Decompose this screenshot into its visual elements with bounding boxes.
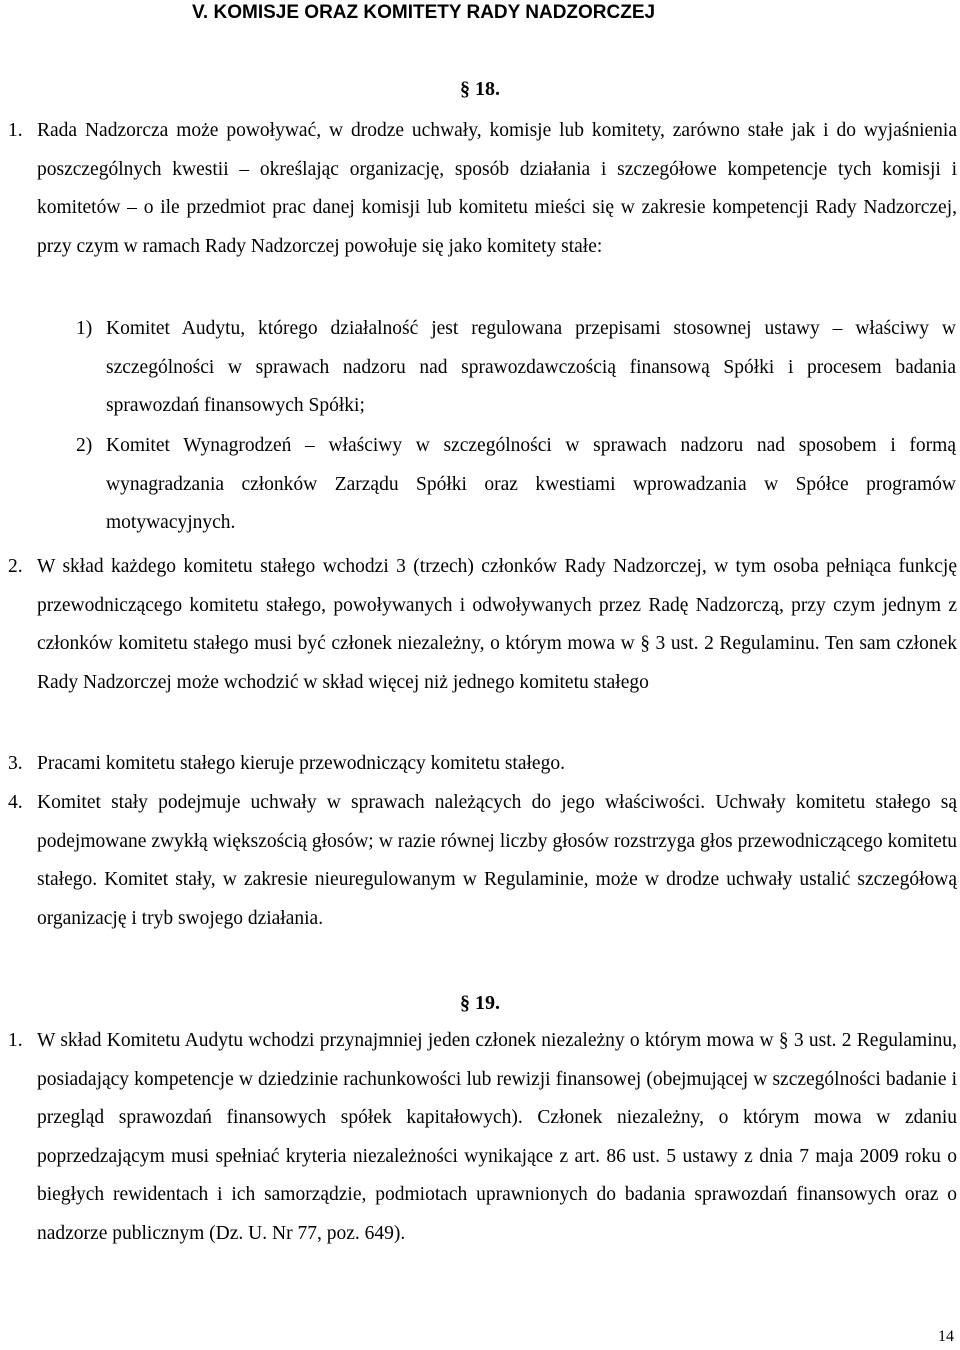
paragraph-number: 3. <box>8 753 23 774</box>
subitem-number: 1) <box>76 318 93 339</box>
section-heading-18 <box>0 76 960 102</box>
subitem-number: 2) <box>76 435 93 456</box>
subitem-text: Komitet Audytu, którego działalność jest regulowana przepisami stosownej ustawy – właściwy w szczególności w sprawach nadzoru nad sprawozdawczością finansową Spółki i procesem badania sprawozdań finansowych Spółki; <box>106 318 956 417</box>
page-number: 14 <box>938 1328 954 1345</box>
paragraph-number: 2. <box>8 556 23 577</box>
subitem-18-1-2 <box>0 427 960 543</box>
subitem-text: Komitet Wynagrodzeń – właściwy w szczególności w sprawach nadzoru nad sposobem i formą wynagradzania członków Zarządu Spółki oraz kwestiami wprowadzania w Spółce programów motywacyjnych. <box>106 435 956 534</box>
paragraph-text: Komitet stały podejmuje uchwały w sprawach należących do jego właściwości. Uchwały komitetu stałego są podejmowane zwykłą większością głosów; w razie równej liczby głosów rozstrzyga głos przewodniczącego komitetu stałego. Komitet stały, w zakresie nieuregulowanym w Regulaminie, może w drodze uchwały ustalić szczegółową organizację i tryb swojego działania. <box>37 792 957 929</box>
paragraph-18-1 <box>0 112 960 266</box>
paragraph-number: 1. <box>8 120 23 141</box>
section-heading-label: § 18. <box>460 78 500 100</box>
paragraph-text: W skład każdego komitetu stałego wchodzi 3 (trzech) członków Rady Nadzorczej, w tym osoba pełniąca funkcję przewodniczącego komitetu stałego, powoływanych i odwoływanych przez Radę Nadzorczą, przy czym jednym z członków komitetu stałego musi być członek niezależny, o którym mowa w § 3 ust. 2 Regulaminu. Ten sam członek Rady Nadzorczej może wchodzić w skład więcej niż jednego komitetu stałego <box>37 556 957 693</box>
paragraph-18-3 <box>0 745 960 784</box>
paragraph-number: 1. <box>8 1030 23 1051</box>
subitem-18-1-1 <box>0 310 960 426</box>
paragraph-text: W skład Komitetu Audytu wchodzi przynajmniej jeden członek niezależny o którym mowa w § 3 ust. 2 Regulaminu, posiadający kompetencje w dziedzinie rachunkowości lub rewizji finansowej (obejmującej w szczególności badanie i przegląd sprawozdań finansowych spółek kapitałowych). Członek niezależny, o którym mowa w zdaniu poprzedzającym musi spełniać kryteria niezależności wynikające z art. 86 ust. 5 ustawy z dnia 7 maja 2009 roku o biegłych rewidentach i ich samorządzie, podmiotach uprawnionych do badania sprawozdań finansowych oraz o nadzorze publicznym (Dz. U. Nr 77, poz. 649). <box>37 1030 957 1244</box>
paragraph-text: Pracami komitetu stałego kieruje przewodniczący komitetu stałego. <box>37 753 565 774</box>
paragraph-19-1 <box>0 1022 960 1254</box>
chapter-title: V. KOMISJE ORAZ KOMITETY RADY NADZORCZEJ <box>192 2 656 23</box>
section-heading-19 <box>0 990 960 1016</box>
paragraph-number: 4. <box>8 792 23 813</box>
paragraph-18-2 <box>0 548 960 702</box>
paragraph-text: Rada Nadzorcza może powoływać, w drodze uchwały, komisje lub komitety, zarówno stałe jak i do wyjaśnienia poszczególnych kwestii – określając organizację, sposób działania i szczegółowe kompetencje tych komisji i komitetów – o ile przedmiot prac danej komisji lub komitetu mieści się w zakresie kompetencji Rady Nadzorczej, przy czym w ramach Rady Nadzorczej powołuje się jako komitety stałe: <box>37 120 957 257</box>
section-heading-label: § 19. <box>460 992 500 1014</box>
paragraph-18-4 <box>0 784 960 938</box>
